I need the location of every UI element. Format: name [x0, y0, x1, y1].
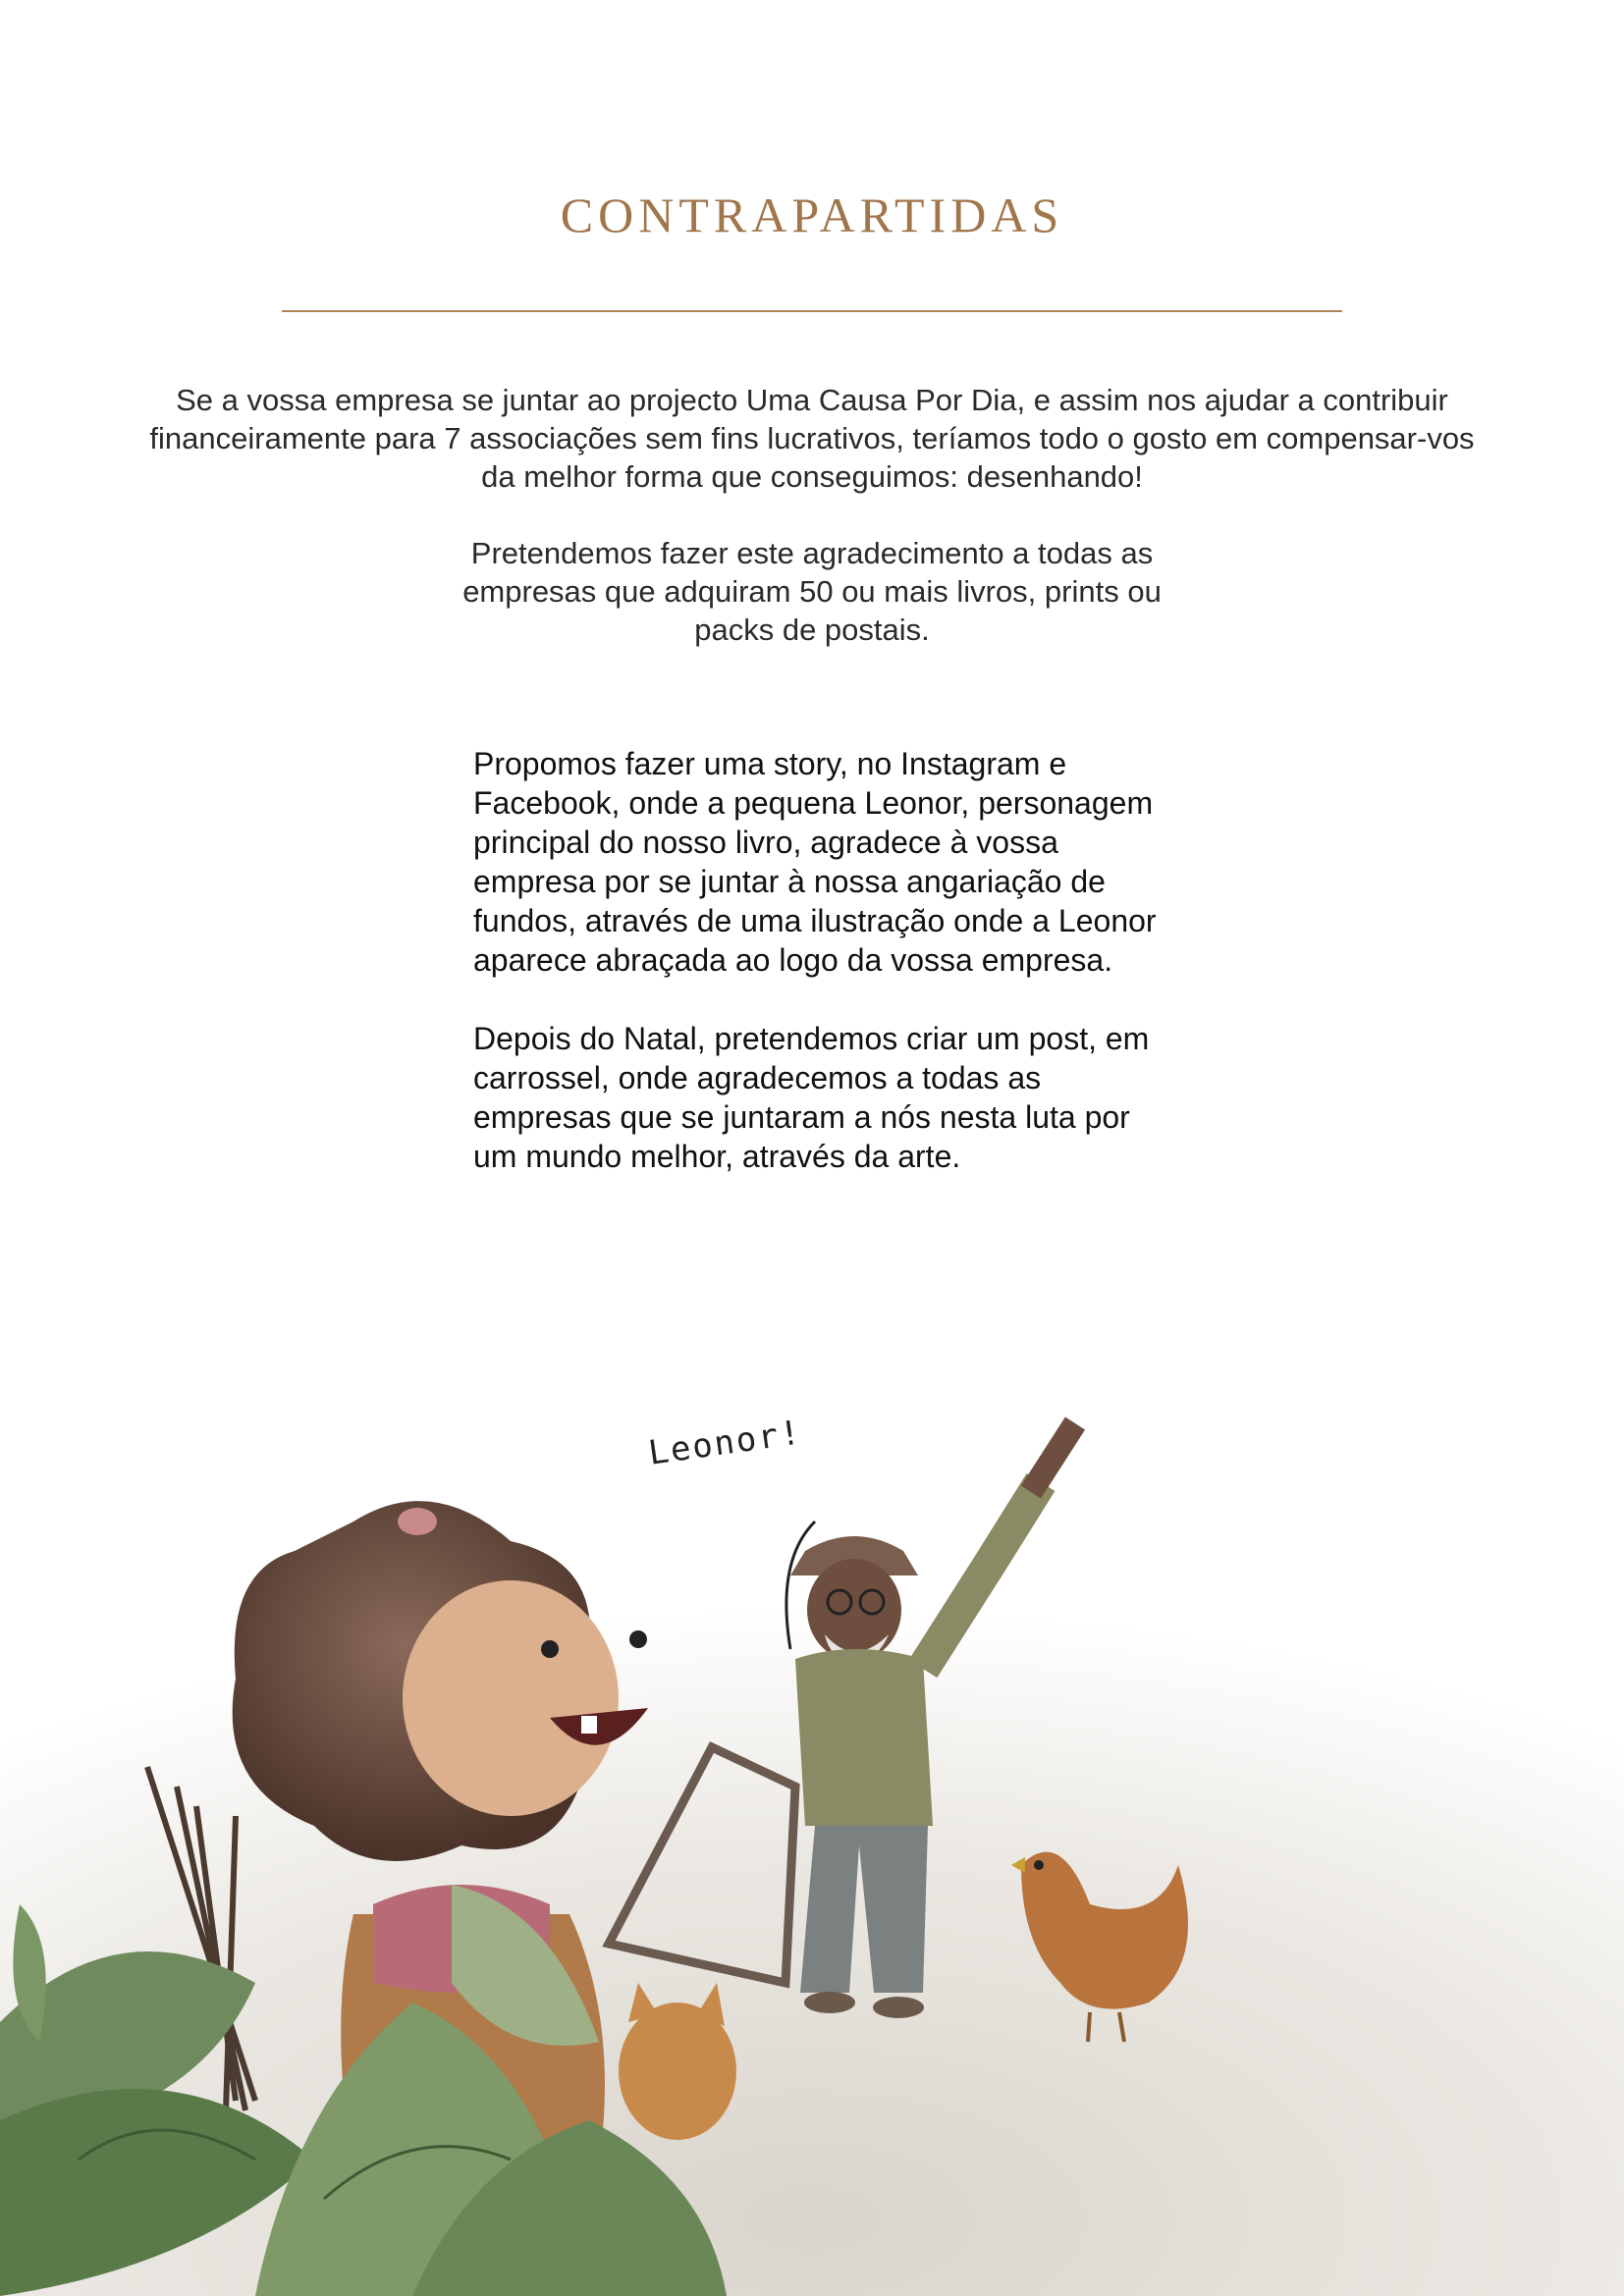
page-title: CONTRAPARTIDAS [560, 187, 1064, 242]
intro-text [147, 381, 1477, 649]
proposal-text [473, 744, 1180, 1176]
cat [619, 1983, 736, 2140]
leonor-illustration [0, 1355, 1624, 2296]
speech-bubble-text: Leonor! [645, 1413, 805, 1473]
intro-paragraph-2: Pretendemos fazer este agradecimento a todas as empresas que adquiram 50 ou mais livros, prints ou packs de postais. [462, 536, 1162, 647]
title-divider [282, 310, 1342, 312]
illustration-canvas [0, 1355, 1624, 2296]
proposal-paragraph-2: Depois do Natal, pretendemos criar um post, em carrossel, onde agradecemos a todas as empresas que se juntaram a nós nesta luta por um mundo melhor, através da arte. [473, 1021, 1150, 1174]
proposal-paragraph-1: Propomos fazer uma story, no Instagram e Facebook, onde a pequena Leonor, personagem principal do nosso livro, agradece à vossa empresa por se juntar à nossa angariação de fundos, através de uma ilustração onde a Leonor aparece abraçada ao logo da vossa empresa. [473, 746, 1157, 978]
intro-paragraph-1: Se a vossa empresa se juntar ao projecto Uma Causa Por Dia, e assim nos ajudar a contribuir financeiramente para 7 associações sem fins lucrativos, teríamos todo o gosto em compensar-vos da melhor forma que conseguimos: desenhando! [149, 383, 1475, 494]
